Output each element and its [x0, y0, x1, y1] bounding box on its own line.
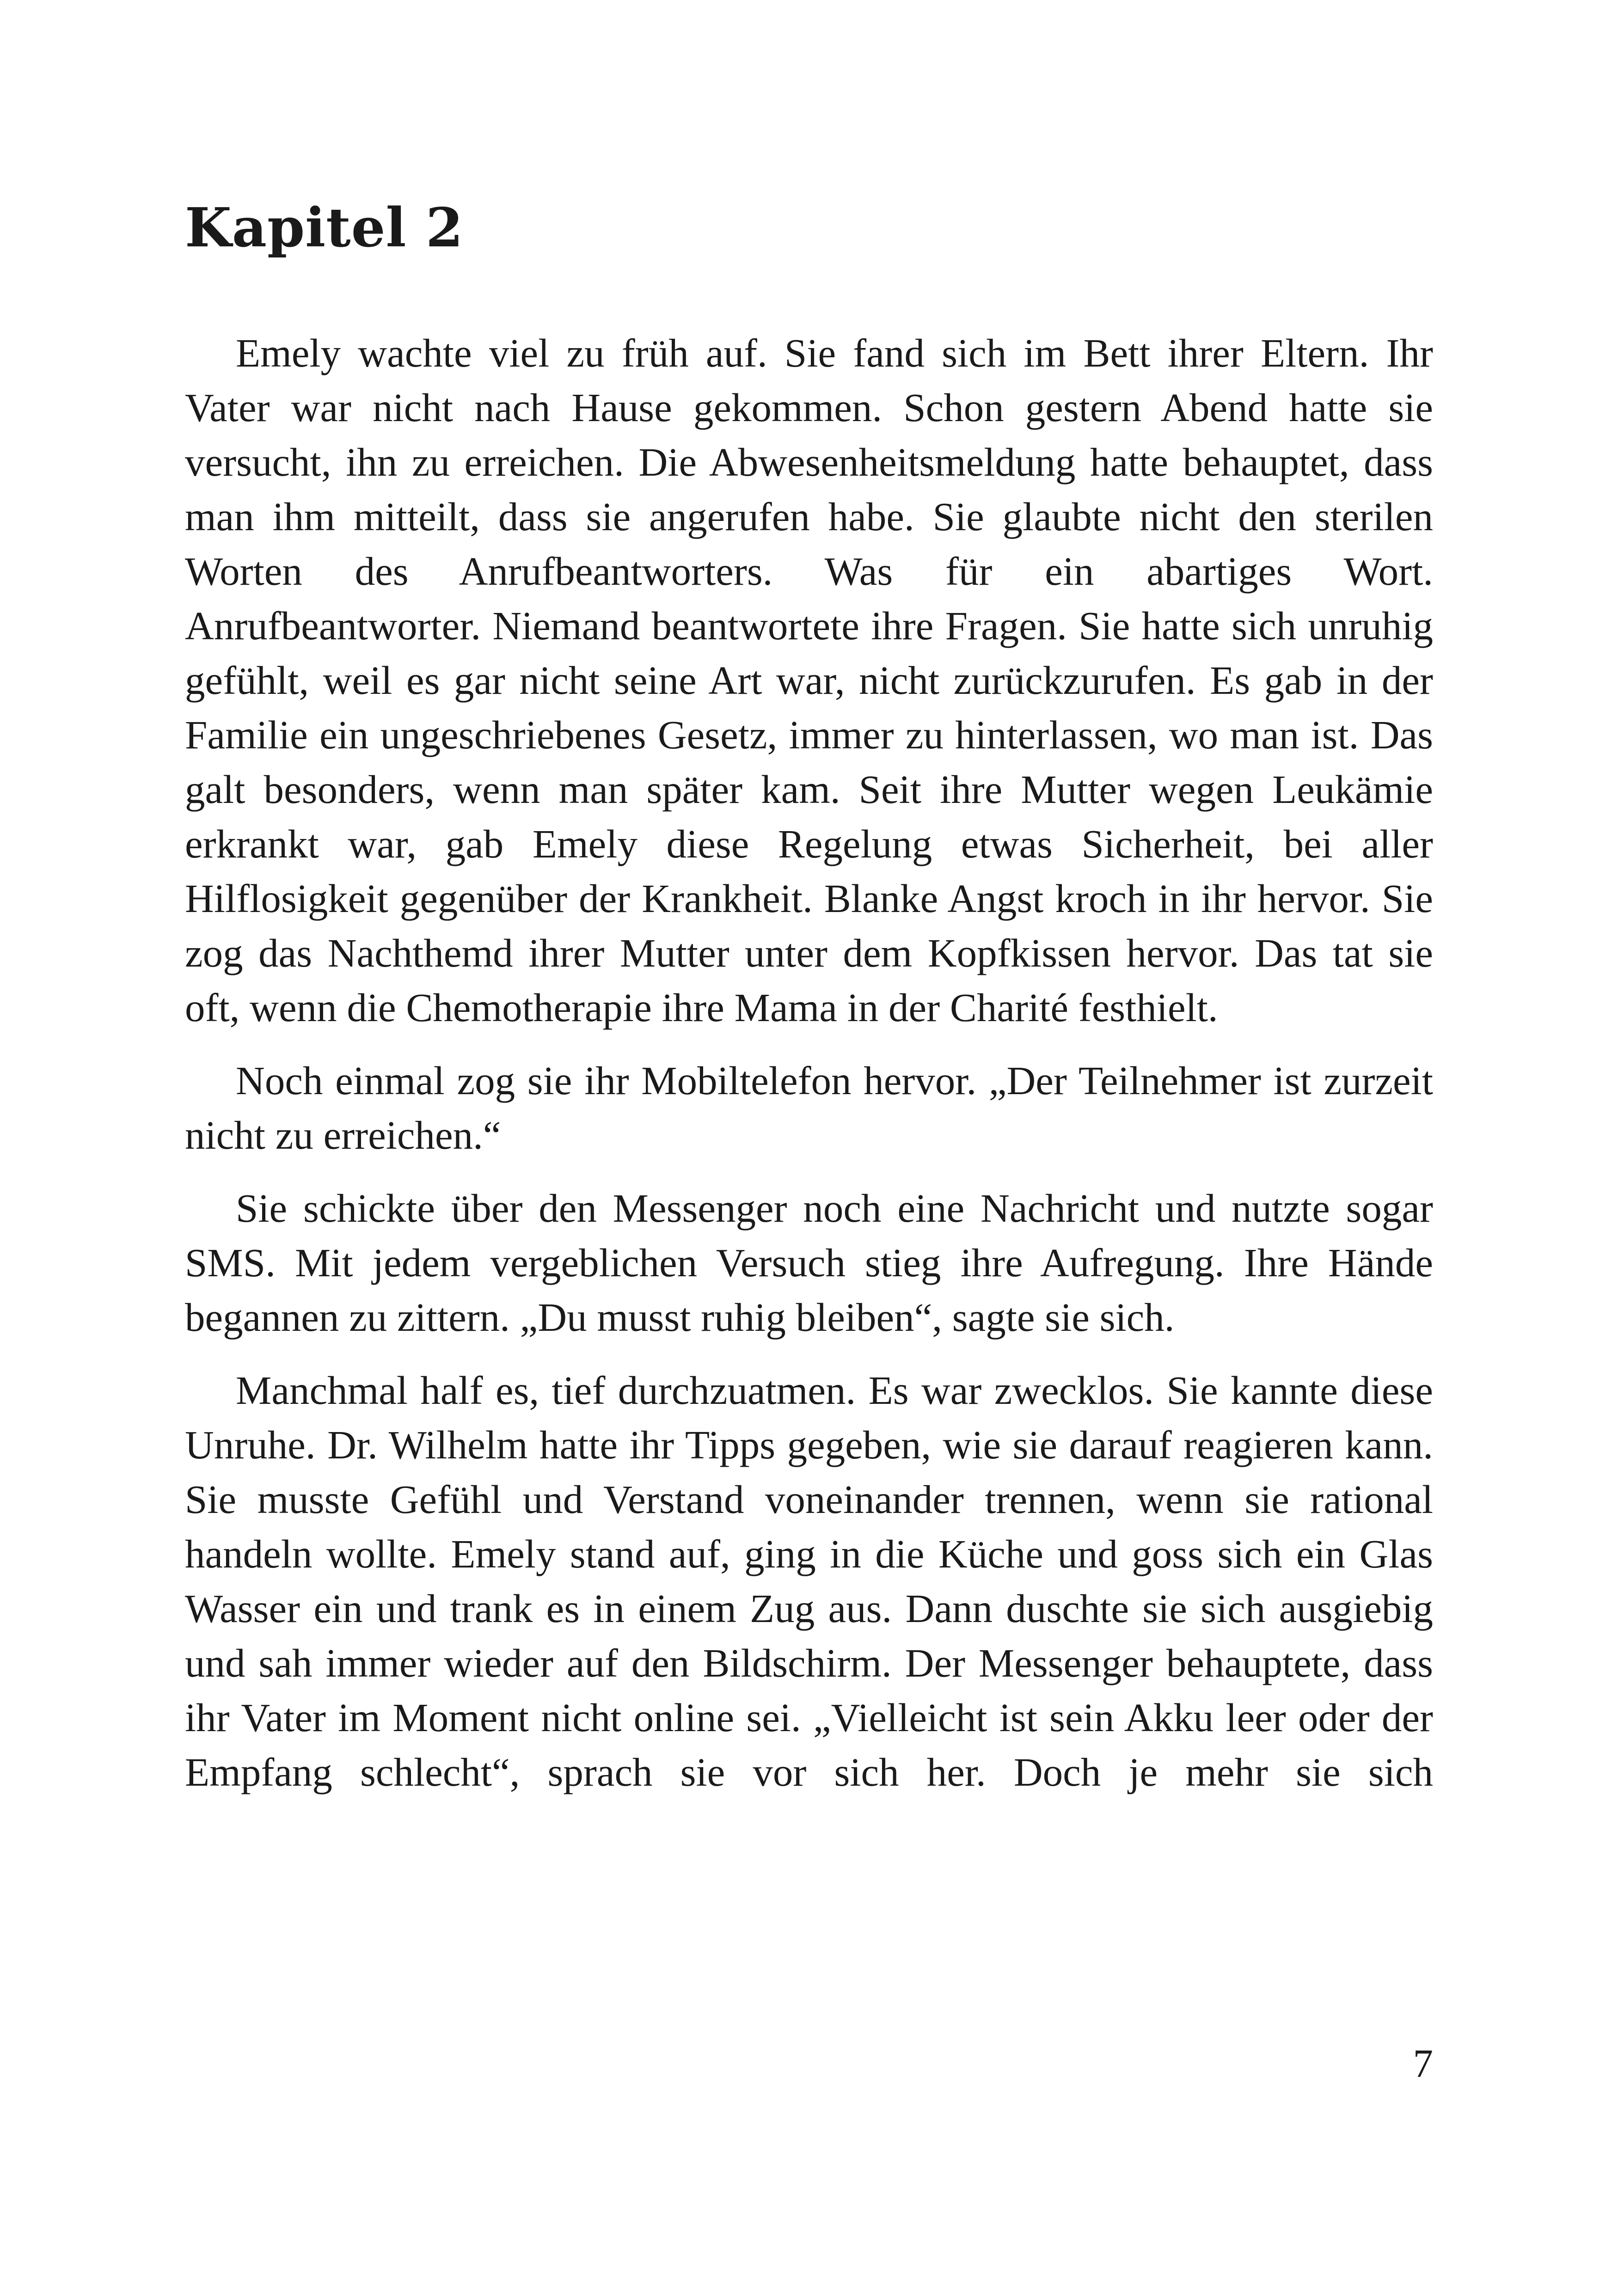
paragraph-2: Noch einmal zog sie ihr Mobiltelefon hervor. „Der Teilnehmer ist zurzeit nicht zu erreichen.“	[185, 1058, 1433, 1157]
paragraph-3: Sie schickte über den Messenger noch eine Nachricht und nutzte sogar SMS. Mit jedem vergeblichen Versuch stieg ihre Aufregung. Ihre Hände begannen zu zittern. „Du musst ruhig bleiben“, sagte sie sich.	[185, 1186, 1433, 1340]
paragraph-4: Manchmal half es, tief durchzuatmen. Es war zwecklos. Sie kannte diese Unruhe. Dr. Wilhelm hatte ihr Tipps gegeben, wie sie darauf reagieren kann. Sie musste Gefühl und Verstand voneinander trennen, wenn sie rational handeln wollte. Emely stand auf, ging in die Küche und goss sich ein Glas Wasser ein und trank es in einem Zug aus. Dann duschte sie sich ausgiebig und sah immer wieder auf den Bildschirm. Der Messenger behauptete, dass ihr Vater im Moment nicht online sei. „Vielleicht ist sein Akku leer oder der Empfang schlecht“, sprach sie vor sich her. Doch je mehr sie sich	[185, 1368, 1433, 1794]
paragraph-1: Emely wachte viel zu früh auf. Sie fand sich im Bett ihrer Eltern. Ihr Vater war nicht nach Hause gekommen. Schon gestern Abend hatte sie versucht, ihn zu erreichen. Die Abwesenheitsmeldung hatte behauptet, dass man ihm mitteilt, dass sie angerufen habe. Sie glaubte nicht den sterilen Worten des Anrufbeantworters. Was für ein abartiges Wort. Anrufbeantworter. Niemand beantwortete ihre Fragen. Sie hatte sich unruhig gefühlt, weil es gar nicht seine Art war, nicht zurückzurufen. Es gab in der Familie ein ungeschriebenes Gesetz, immer zu hinterlassen, wo man ist. Das galt besonders, wenn man später kam. Seit ihre Mutter wegen Leukämie erkrankt war, gab Emely diese Regelung etwas Sicherheit, bei aller Hilflosigkeit gegenüber der Krankheit. Blanke Angst kroch in ihr hervor. Sie zog das Nachthemd ihrer Mutter unter dem Kopfkissen hervor. Das tat sie oft, wenn die Chemotherapie ihre Mama in der Charité festhielt.	[185, 331, 1433, 1030]
chapter-title: Kapitel 2	[185, 196, 464, 259]
body-text	[185, 326, 1433, 1818]
page-number: 7	[1413, 2041, 1433, 2086]
